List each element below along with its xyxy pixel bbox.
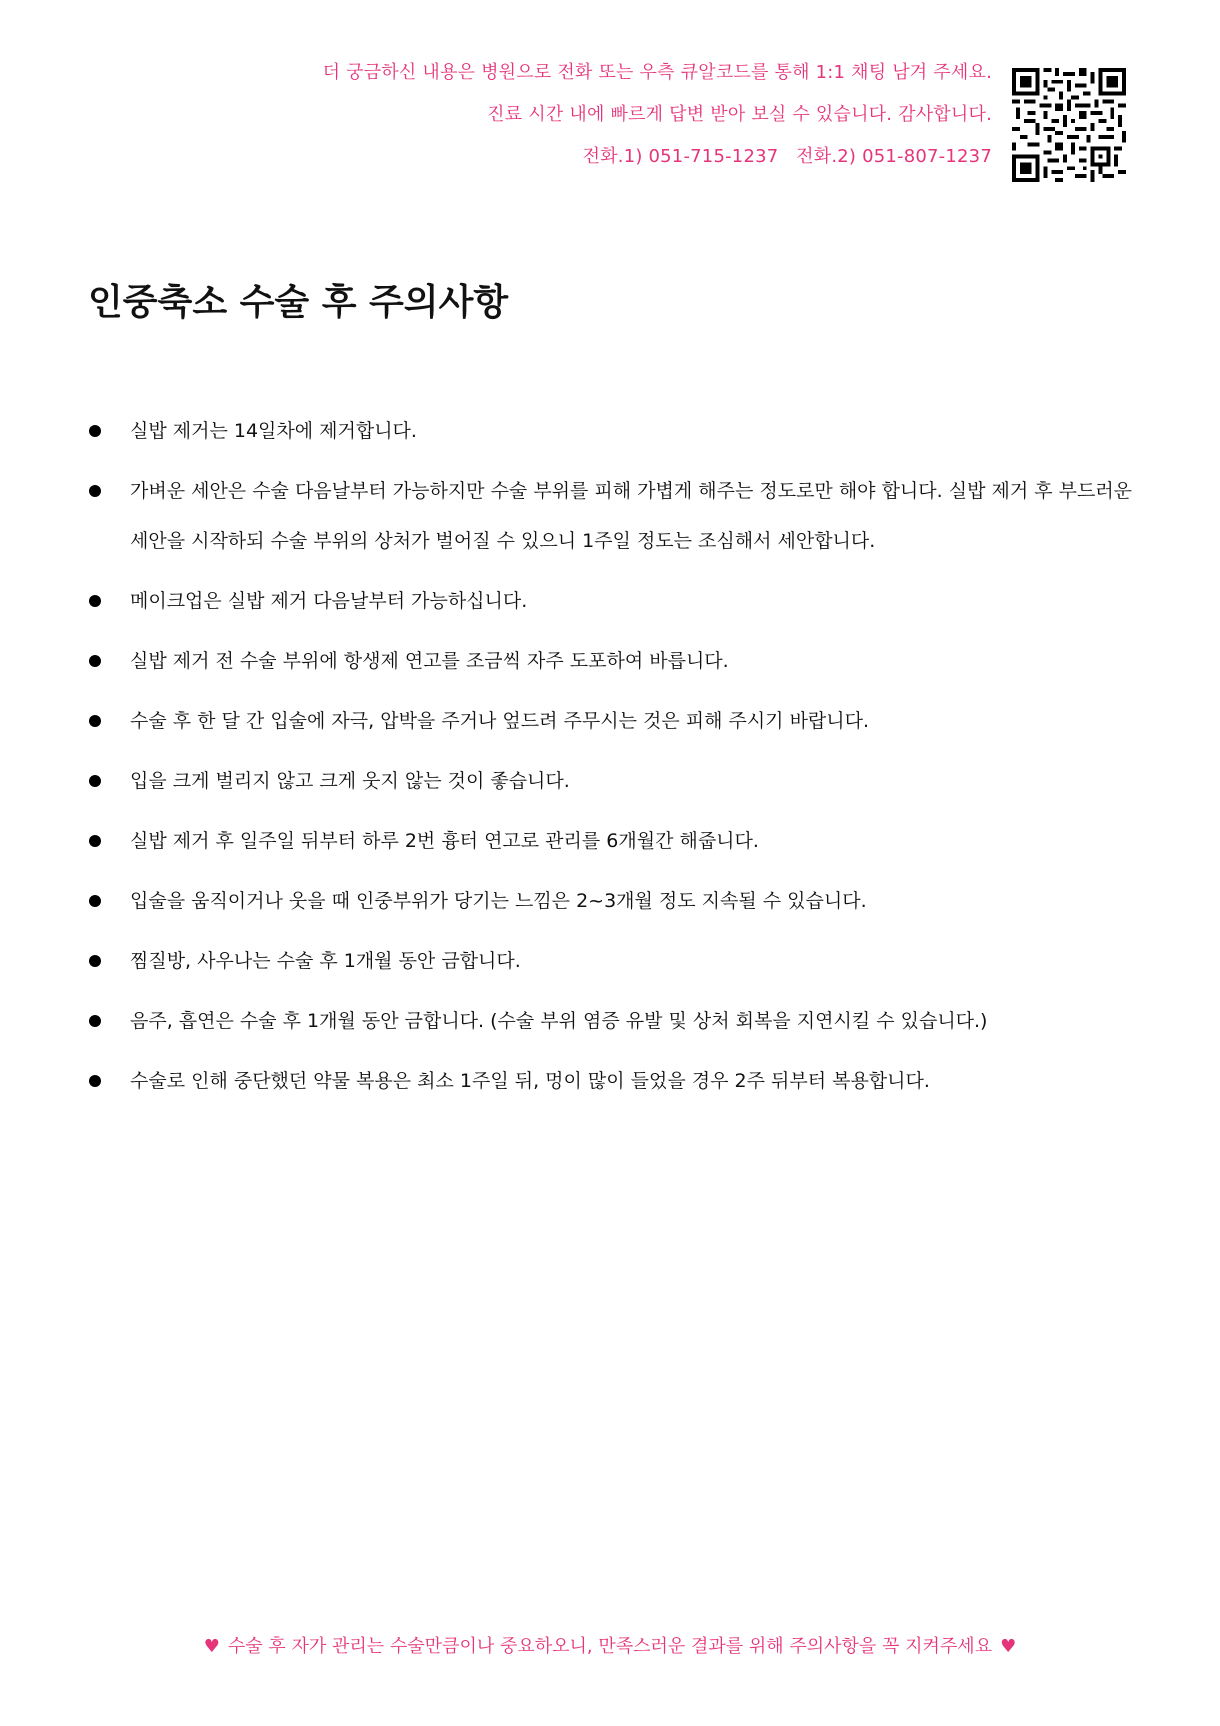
list-item-text: 음주, 흡연은 수술 후 1개월 동안 금합니다. (수술 부위 염증 유발 및 상처 회복을 지연시킬 수 있습니다.) bbox=[130, 1010, 988, 1032]
list-item-text: 수술 후 한 달 간 입술에 자극, 압박을 주거나 엎드려 주무시는 것은 피해 주시기 바랍니다. bbox=[130, 710, 870, 732]
list-item bbox=[88, 696, 1138, 746]
list-item-text: 실밥 제거는 14일차에 제거합니다. bbox=[130, 420, 417, 442]
list-item bbox=[88, 936, 1138, 986]
bullet-icon bbox=[89, 1075, 101, 1087]
list-item bbox=[88, 996, 1138, 1046]
bullet-icon bbox=[89, 425, 101, 437]
qr-code-icon[interactable] bbox=[1012, 68, 1126, 182]
contact-line-hours: 진료 시간 내에 빠르게 답변 받아 보실 수 있습니다. 감사합니다. bbox=[487, 104, 992, 125]
footer-text: 수술 후 자가 관리는 수술만큼이나 중요하오니, 만족스러운 결과를 위해 주의사항을 꼭 지켜주세요 bbox=[227, 1636, 993, 1657]
list-item-text: 메이크업은 실밥 제거 다음날부터 가능하십니다. bbox=[130, 590, 528, 612]
heart-icon: ♥ bbox=[1000, 1636, 1017, 1657]
bullet-icon bbox=[89, 655, 101, 667]
list-item-text: 입술을 움직이거나 웃을 때 인중부위가 당기는 느낌은 2~3개월 정도 지속될 수 있습니다. bbox=[130, 890, 867, 912]
list-item bbox=[88, 876, 1138, 926]
contact-line-chat: 더 궁금하신 내용은 병원으로 전화 또는 우측 큐알코드를 통해 1:1 채팅 남겨 주세요. bbox=[322, 62, 992, 83]
bullet-icon bbox=[89, 485, 101, 497]
list-item-text: 실밥 제거 후 일주일 뒤부터 하루 2번 흉터 연고로 관리를 6개월간 해줍니다. bbox=[130, 830, 759, 852]
list-item-text: 가벼운 세안은 수술 다음날부터 가능하지만 수술 부위를 피해 가볍게 해주는 정도로만 해야 합니다. 실밥 제거 후 부드러운 세안을 시작하되 수술 부위의 상처가 벌어질 수 있으니 1주일 정도는 조심해서 세안합니다. bbox=[130, 480, 1133, 552]
list-item-text: 찜질방, 사우나는 수술 후 1개월 동안 금합니다. bbox=[130, 950, 521, 972]
footer-note bbox=[0, 1634, 1220, 1660]
list-item bbox=[88, 1056, 1138, 1106]
bullet-icon bbox=[89, 835, 101, 847]
precautions-list bbox=[88, 406, 1138, 1116]
list-item-text: 실밥 제거 전 수술 부위에 항생제 연고를 조금씩 자주 도포하여 바릅니다. bbox=[130, 650, 729, 672]
list-item bbox=[88, 576, 1138, 626]
list-item bbox=[88, 636, 1138, 686]
contact-line-phone[interactable]: 전화.1) 051-715-1237 전화.2) 051-807-1237 bbox=[582, 146, 992, 167]
heart-icon: ♥ bbox=[203, 1636, 220, 1657]
list-item bbox=[88, 466, 1138, 566]
bullet-icon bbox=[89, 775, 101, 787]
bullet-icon bbox=[89, 955, 101, 967]
list-item-text: 수술로 인해 중단했던 약물 복용은 최소 1주일 뒤, 멍이 많이 들었을 경우 2주 뒤부터 복용합니다. bbox=[130, 1070, 930, 1092]
list-item bbox=[88, 756, 1138, 806]
bullet-icon bbox=[89, 895, 101, 907]
bullet-icon bbox=[89, 715, 101, 727]
page-title: 인중축소 수술 후 주의사항 bbox=[88, 282, 509, 323]
bullet-icon bbox=[89, 595, 101, 607]
bullet-icon bbox=[89, 1015, 101, 1027]
list-item bbox=[88, 406, 1138, 456]
contact-header bbox=[323, 62, 992, 188]
list-item bbox=[88, 816, 1138, 866]
list-item-text: 입을 크게 벌리지 않고 크게 웃지 않는 것이 좋습니다. bbox=[130, 770, 570, 792]
